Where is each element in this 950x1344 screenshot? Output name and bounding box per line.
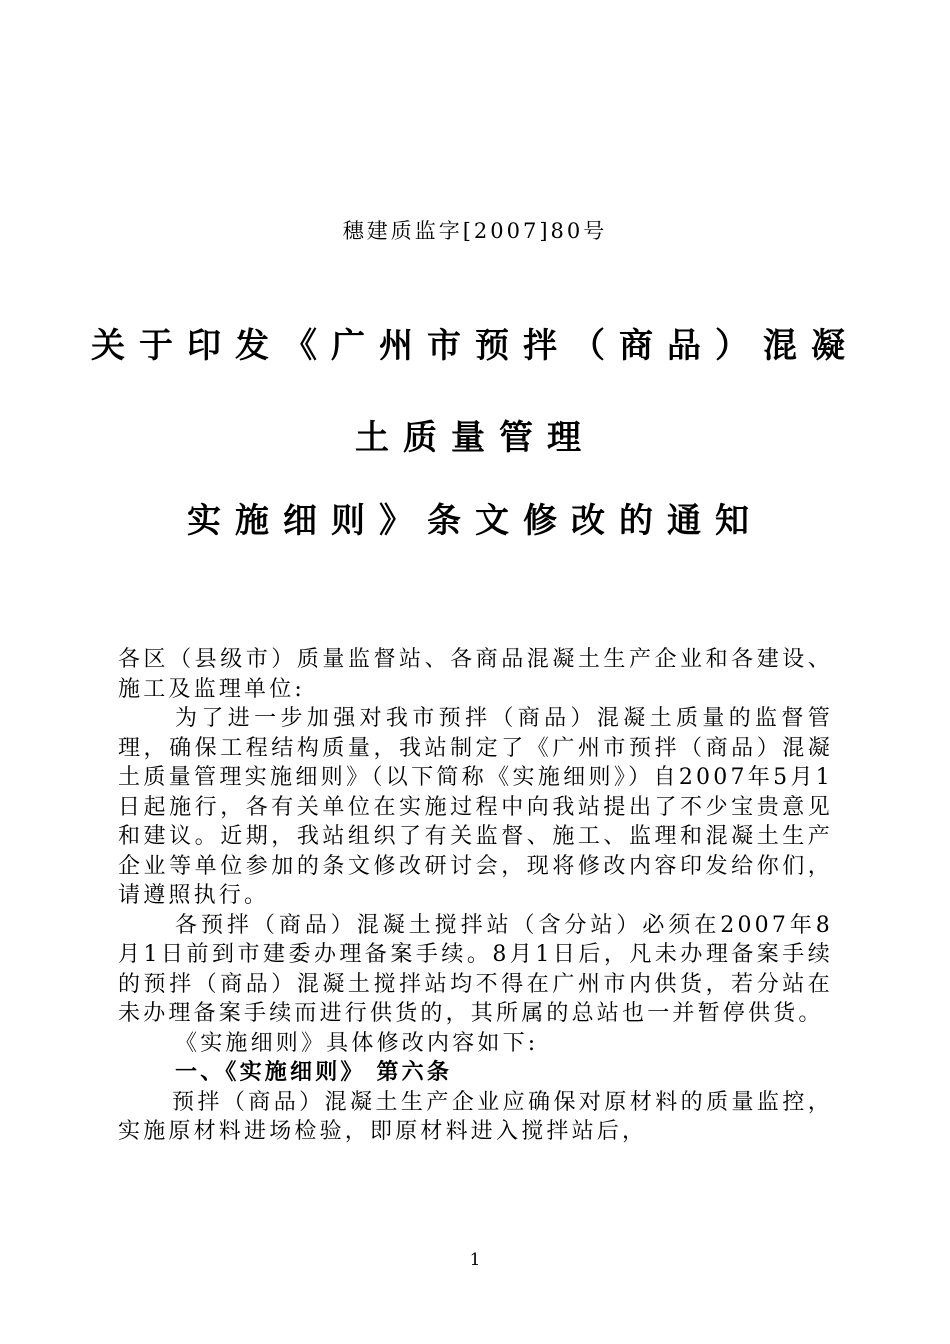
page-number: 1 <box>469 1250 481 1270</box>
title-line-2: 土质量管理 <box>355 418 595 458</box>
filing-requirement-paragraph: 各预拌（商品）混凝土搅拌站（含分站）必须在2007年8月1日前到市建委办理备案手续。8月1日后，凡未办理备案手续的预拌（商品）混凝土搅拌站均不得在广州市内供货，若分站在未办理备案手续而进行供货的，其所属的总站也一并暂停供货。 <box>118 912 833 1026</box>
section-heading: 一、《实施细则》 第六条 <box>175 1059 453 1085</box>
section-paragraph: 预拌（商品）混凝土生产企业应确保对原材料的质量监控，实施原材料进场检验，即原材料进入搅拌站后， <box>118 1089 833 1144</box>
title-line-3: 实施细则》条文修改的通知 <box>187 501 763 541</box>
amendments-intro-paragraph: 《实施细则》具体修改内容如下: <box>175 1030 539 1056</box>
document-number: 穗建质监字[2007]80号 <box>342 219 608 243</box>
title-line-1: 关于印发《广州市预拌（商品）混凝 <box>91 326 859 366</box>
intro-paragraph: 为了进一步加强对我市预拌（商品）混凝土质量的监督管理，确保工程结构质量，我站制定了《广州市预拌（商品）混凝土质量管理实施细则》（以下简称《实施细则》）自2007年5月1日起施行，各有关单位在实施过程中向我站提出了不少宝贵意见和建议。近期，我站组织了有关监督、施工、监理和混凝土生产企业等单位参加的条文修改研讨会，现将修改内容印发给你们，请遵照执行。 <box>118 706 833 908</box>
salutation-paragraph: 各区（县级市）质量监督站、各商品混凝土生产企业和各建设、施工及监理单位: <box>118 647 833 702</box>
document-body <box>118 645 833 1147</box>
